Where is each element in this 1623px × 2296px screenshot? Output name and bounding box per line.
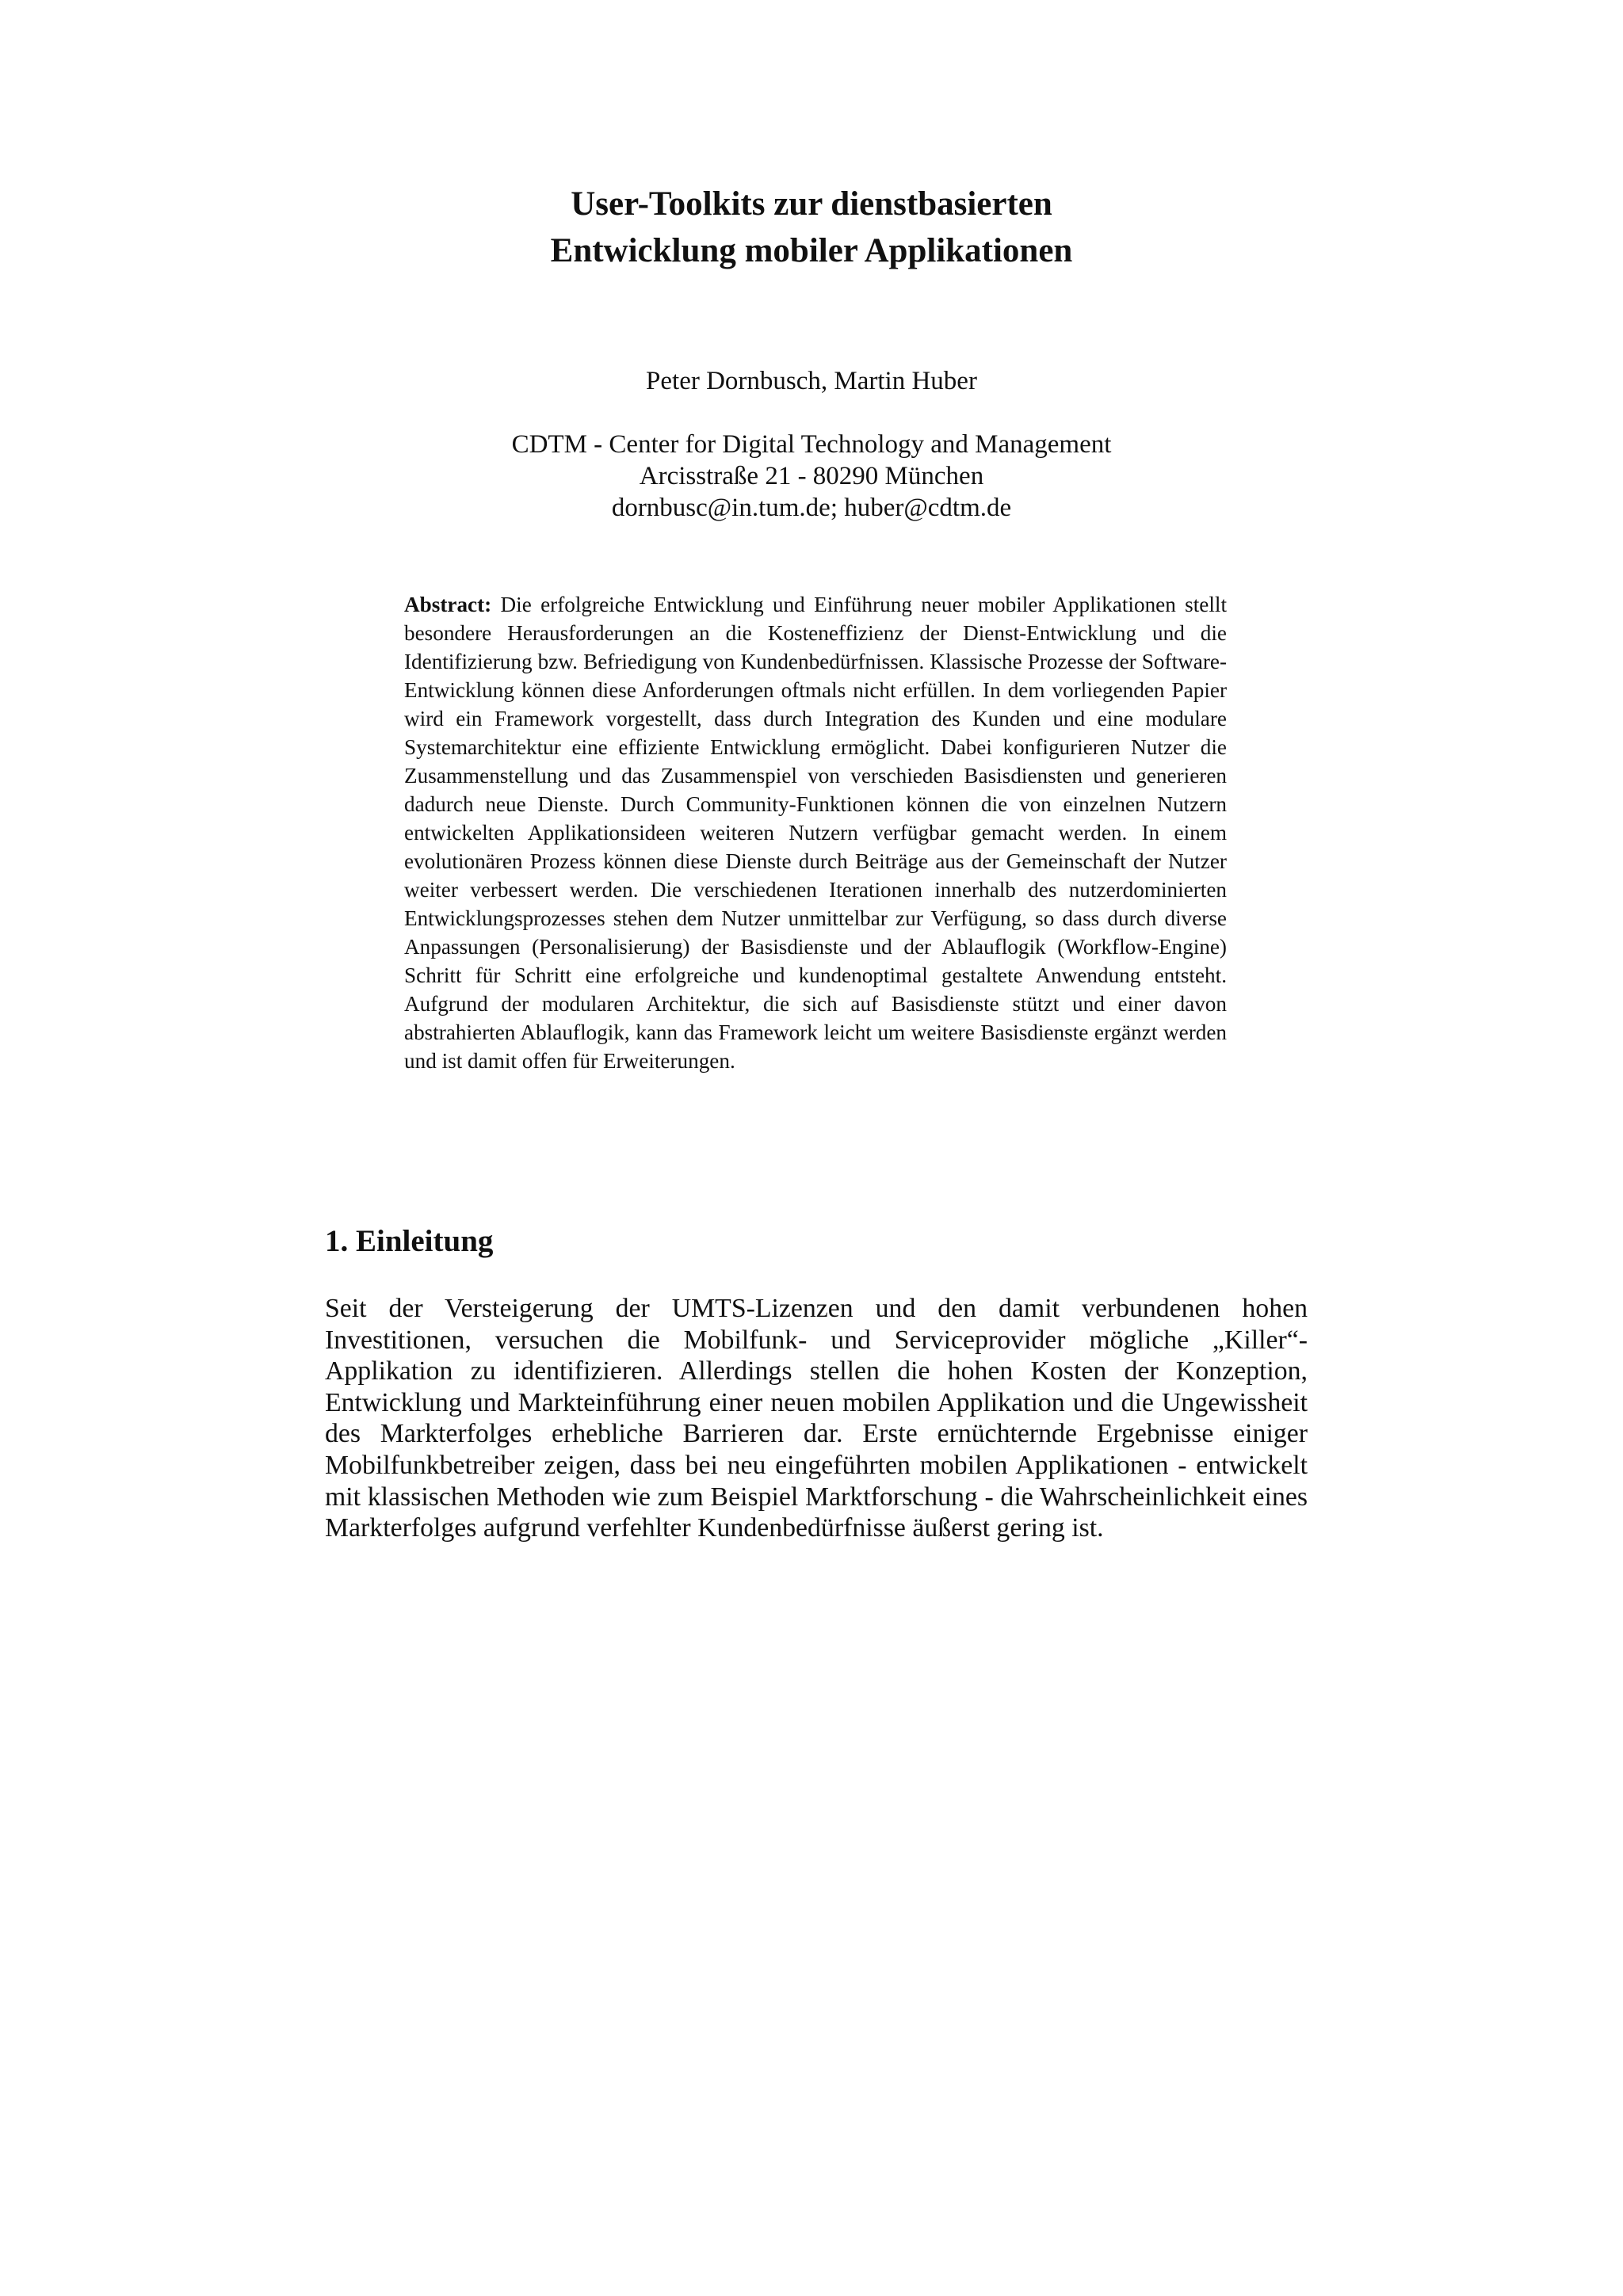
affiliation-address: Arcisstraße 21 - 80290 München [639, 462, 984, 490]
author-list: Peter Dornbusch, Martin Huber [646, 367, 977, 395]
section-heading-einleitung: 1. Einleitung [325, 1224, 494, 1258]
paper-title [0, 181, 1623, 274]
section-body-paragraph: Seit der Versteigerung der UMTS-Lizenzen und den damit verbundenen hohen Investitionen, versuchen die Mobilfunk- und Serviceprovider mögliche „Killer“-Applikation zu identifizieren. Allerdings stellen die hohen Kosten der Konzeption, Entwicklung und Markteinführung einer neuen mobilen Applikation und die Ungewissheit des Markterfolges erhebliche Barrieren dar. Erste ernüchternde Ergebnisse einiger Mobilfunkbetreiber zeigen, dass bei neu eingeführten mobilen Applikationen - entwickelt mit klassischen Methoden wie zum Beispiel Marktforschung - die Wahrscheinlichkeit eines Markterfolges aufgrund verfehlter Kundenbedürfnisse äußerst gering ist. [325, 1294, 1308, 1543]
affiliation-block [0, 429, 1623, 524]
title-line-2: Entwicklung mobiler Applikationen [550, 232, 1073, 269]
abstract-paragraph [404, 590, 1227, 1075]
abstract-text: Die erfolgreiche Entwicklung und Einführung neuer mobiler Applikationen stellt besondere Herausforderungen an die Kosteneffizienz der Dienst-Entwicklung und die Identifizierung bzw. Befriedigung von Kundenbedürfnissen. Klassische Prozesse der Software-Entwicklung können diese Anforderungen oftmals nicht erfüllen. In dem vorliegenden Papier wird ein Framework vorgestellt, dass durch Integration des Kunden und eine modulare Systemarchitektur eine effiziente Entwicklung ermöglicht. Dabei konfigurieren Nutzer die Zusammenstellung und das Zusammenspiel von verschieden Basisdiensten und generieren dadurch neue Dienste. Durch Community-Funktionen können die von einzelnen Nutzern entwickelten Applikationsideen weiteren Nutzern verfügbar gemacht werden. In einem evolutionären Prozess können diese Dienste durch Beiträge aus der Gemeinschaft der Nutzer weiter verbessert werden. Die verschiedenen Iterationen innerhalb des nutzerdominierten Entwicklungsprozesses stehen dem Nutzer unmittelbar zur Verfügung, so dass durch diverse Anpassungen (Personalisierung) der Basisdienste und der Ablauflogik (Workflow-Engine) Schritt für Schritt eine erfolgreiche und kundenoptimal gestaltete Anwendung entsteht. Aufgrund der modularen Architektur, die sich auf Basisdienste stützt und einer davon abstrahierten Ablauflogik, kann das Framework leicht um weitere Basisdienste ergänzt werden und ist damit offen für Erweiterungen. [404, 593, 1227, 1073]
abstract-label: Abstract: [404, 593, 492, 616]
title-line-1: User-Toolkits zur dienstbasierten [571, 185, 1052, 223]
affiliation-emails: dornbusc@in.tum.de; huber@cdtm.de [611, 494, 1012, 522]
affiliation-institution: CDTM - Center for Digital Technology and Management [511, 430, 1112, 459]
